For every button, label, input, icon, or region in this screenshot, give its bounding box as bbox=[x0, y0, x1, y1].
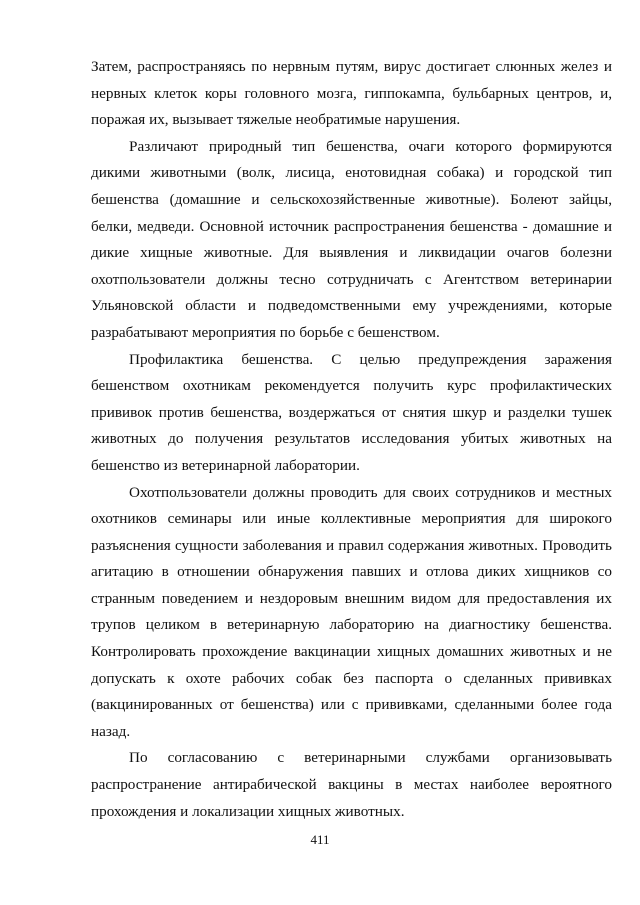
paragraph-1: Затем, распространяясь по нервным путям, вирус достигает слюнных желез и нервных клеток коры головного мозга, гиппокампа, бульбарных центров, и, поражая их, вызывает тяжелые необратимые нарушения. bbox=[91, 58, 612, 129]
page-number: 411 bbox=[310, 832, 330, 847]
paragraph-3: Профилактика бешенства. С целью предупреждения заражения бешенством охотникам рекомендуется получить курс профилактических прививок против бешенства, воздержаться от снятия шкур и разделки тушек животных до получения результатов исследования убитых животных на бешенство из ветеринарной лаборатории. bbox=[91, 350, 612, 474]
paragraph-5: По согласованию с ветеринарными службами организовывать распространение антирабической вакцины в местах наиболее вероятного прохождения и локализации хищных животных. bbox=[91, 749, 612, 820]
paragraph-4: Охотпользователи должны проводить для своих сотрудников и местных охотников семинары или иные коллективные мероприятия для широкого разъяснения сущности заболевания и правил содержания животных. Проводить агитацию в отношении обнаружения павших и отлова диких хищников со странным поведением и нездоровым внешним видом для предоставления их трупов целиком в ветеринарную лабораторию на диагностику бешенства. Контролировать прохождение вакцинации хищных домашних животных и не допускать к охоте рабочих собак без паспорта о сделанных прививках (вакцинированных от бешенства) или с прививками, сделанными более года назад. bbox=[91, 483, 612, 740]
paragraph-2: Различают природный тип бешенства, очаги которого формируются дикими животными (волк, лисица, енотовидная собака) и городской тип бешенства (домашние и сельскохозяйственные животные). Болеют зайцы, белки, медведи. Основной источник распространения бешенства - домашние и дикие хищные животные. Для выявления и ликвидации очагов болезни охотпользователи должны тесно сотрудничать с Агентством ветеринарии Ульяновской области и подведомственными ему учреждениями, которые разрабатывают мероприятия по борьбе с бешенством. bbox=[91, 137, 612, 341]
body-text bbox=[91, 54, 612, 825]
